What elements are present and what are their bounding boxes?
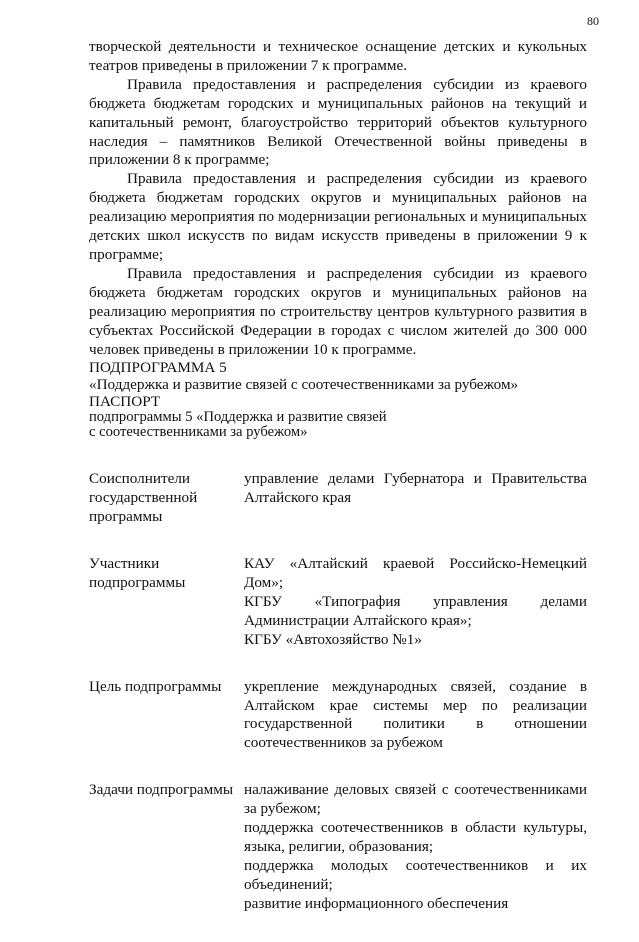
row-value-item: КАУ «Алтайский краевой Российско-Немецкий Дом»; [244, 555, 587, 592]
row-value-item: КГБУ «Автохозяйство №1» [244, 630, 422, 648]
row-value-item: КГБУ «Типография управления делами Администрации Алтайского края»; [244, 592, 587, 629]
subprogram-name: «Поддержка и развитие связей с соотечественниками за рубежом» [89, 376, 519, 394]
row-value [244, 678, 587, 754]
passport-title: ПАСПОРТ [89, 393, 161, 411]
row-value-item: развитие информационного обеспечения [244, 894, 509, 912]
subprogram-title: ПОДПРОГРАММА 5 [89, 359, 227, 377]
row-value-item: управление делами Губернатора и Правительства Алтайского края [244, 470, 587, 507]
page-number: 80 [587, 14, 599, 28]
row-value [244, 781, 587, 913]
row-value-item: поддержка соотечественников в области культуры, языка, религии, образования; [244, 819, 587, 855]
paragraph: Правила предоставления и распределения субсидии из краевого бюджета бюджетам городских округов и муниципальных районов на реализацию мероприятия по строительству центров культурного развития в субъектах Российской Федерации в городах с числом жителей до 300 000 человек приведены в приложении 10 к программе. [89, 264, 587, 358]
row-label: Участники подпрограммы [89, 555, 186, 592]
row-value-item: налаживание деловых связей с соотечественниками за рубежом; [244, 781, 587, 818]
table-row [89, 781, 587, 913]
paragraph: Правила предоставления и распределения субсидии из краевого бюджета бюджетам городских округов и муниципальных районов на реализацию мероприятия по модернизации региональных и муниципальных детских школ искусств по видам искусств приведены в приложении 9 к программе; [89, 170, 587, 263]
passport-subtitle-line1: подпрограммы 5 «Поддержка и развитие связей [89, 409, 387, 426]
row-value [244, 555, 587, 650]
row-value [244, 470, 587, 527]
document-body [89, 38, 587, 942]
row-value-item: укрепление международных связей, создание в Алтайском крае системы мер по реализации государственной политики в отношении соотечественников за рубежом [244, 677, 587, 752]
row-label: Цель подпрограммы [89, 677, 222, 695]
row-label: Задачи подпрограммы [89, 781, 234, 799]
passport-table [89, 470, 587, 913]
paragraph: Правила предоставления и распределения субсидии из краевого бюджета бюджетам городских и муниципальных районов на текущий и капитальный ремонт, благоустройство территорий объектов культурного наследия – памятников Великой Отечественной войны приведены в приложении 8 к программе; [89, 75, 587, 169]
table-row [89, 555, 587, 650]
passport-subtitle-line2: с соотечественниками за рубежом» [89, 424, 308, 441]
table-row [89, 678, 587, 754]
row-label: Соисполнители государственной программы [89, 470, 198, 526]
row-value-item: поддержка молодых соотечественников и их объединений; [244, 856, 587, 893]
table-row [89, 470, 587, 527]
paragraph: творческой деятельности и техническое оснащение детских и кукольных театров приведены в приложении 7 к программе. [89, 38, 587, 74]
